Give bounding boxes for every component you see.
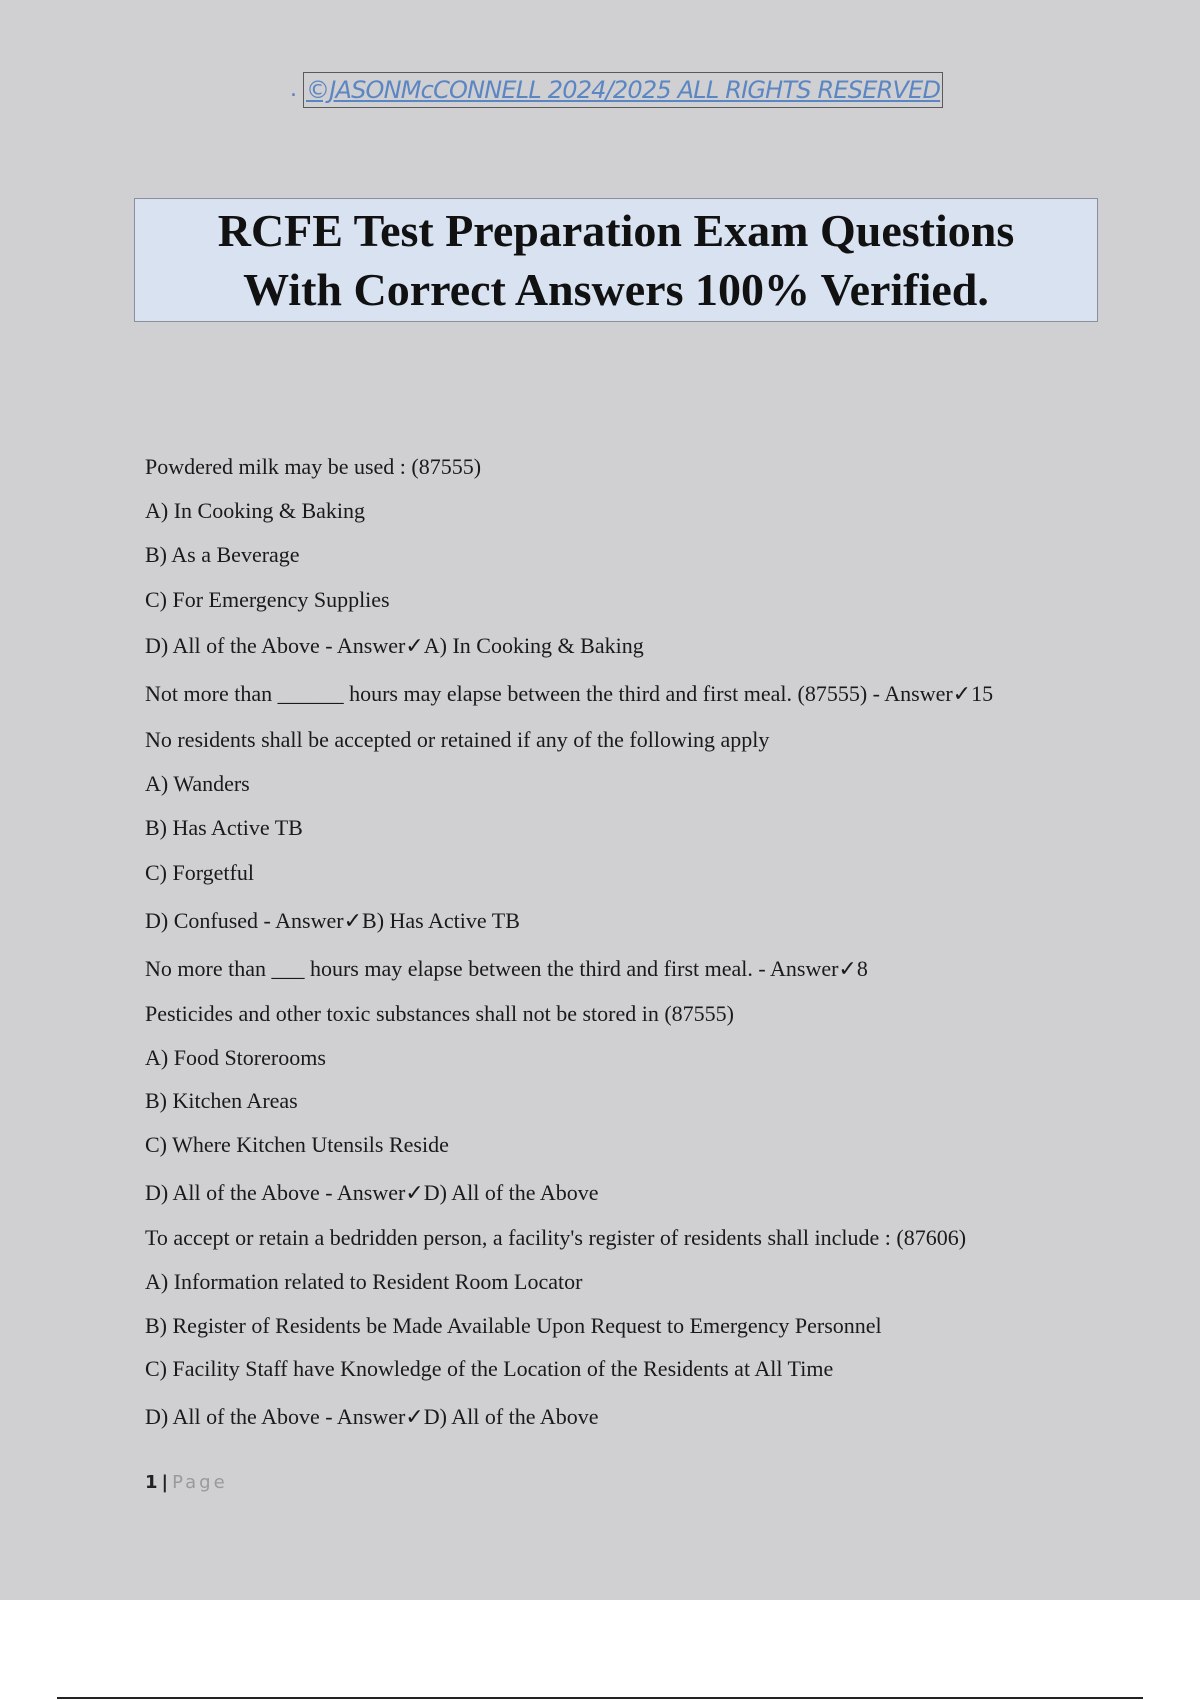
question-line: To accept or retain a bedridden person, a facility's register of residents shall include : (87606): [145, 1225, 967, 1250]
question-line: B) As a Beverage: [145, 542, 300, 567]
question-line: B) Register of Residents be Made Available Upon Request to Emergency Personnel: [145, 1313, 882, 1338]
question-line: C) For Emergency Supplies: [145, 587, 390, 612]
page-label: Page: [172, 1472, 228, 1493]
page-footer: [145, 1472, 228, 1493]
bottom-divider: [57, 1697, 1143, 1699]
copyright-notice: ©JASONMcCONNELL 2024/2025 ALL RIGHTS RESERVED: [303, 72, 943, 108]
title-box: [134, 198, 1098, 322]
question-line: D) All of the Above - Answer✓D) All of the Above: [145, 1180, 599, 1205]
question-line: Powdered milk may be used : (87555): [145, 454, 482, 479]
title-line-2: With Correct Answers 100% Verified.: [243, 264, 989, 315]
question-line: A) Wanders: [145, 771, 250, 796]
question-line: Pesticides and other toxic substances shall not be stored in (87555): [145, 1001, 734, 1026]
question-line: D) Confused - Answer✓B) Has Active TB: [145, 908, 520, 933]
copyright-header: [290, 72, 943, 108]
question-line: B) Has Active TB: [145, 815, 303, 840]
question-line: C) Facility Staff have Knowledge of the Location of the Residents at All Time: [145, 1356, 834, 1381]
copyright-dot: .: [290, 77, 297, 102]
question-line: A) In Cooking & Baking: [145, 498, 365, 523]
question-line: C) Forgetful: [145, 860, 254, 885]
footer-separator: |: [161, 1472, 169, 1493]
question-line: A) Information related to Resident Room Locator: [145, 1269, 583, 1294]
question-line: A) Food Storerooms: [145, 1045, 326, 1070]
question-line: No residents shall be accepted or retained if any of the following apply: [145, 727, 770, 752]
title-line-1: RCFE Test Preparation Exam Questions: [217, 205, 1015, 256]
question-line: C) Where Kitchen Utensils Reside: [145, 1132, 449, 1157]
question-line: Not more than ______ hours may elapse between the third and first meal. (87555) - Answer✓15: [145, 681, 994, 706]
question-line: D) All of the Above - Answer✓D) All of the Above: [145, 1404, 599, 1429]
question-line: B) Kitchen Areas: [145, 1088, 298, 1113]
question-line: No more than ___ hours may elapse between the third and first meal. - Answer✓8: [145, 956, 868, 981]
question-line: D) All of the Above - Answer✓A) In Cooking & Baking: [145, 633, 644, 658]
page-number: 1: [145, 1472, 158, 1493]
